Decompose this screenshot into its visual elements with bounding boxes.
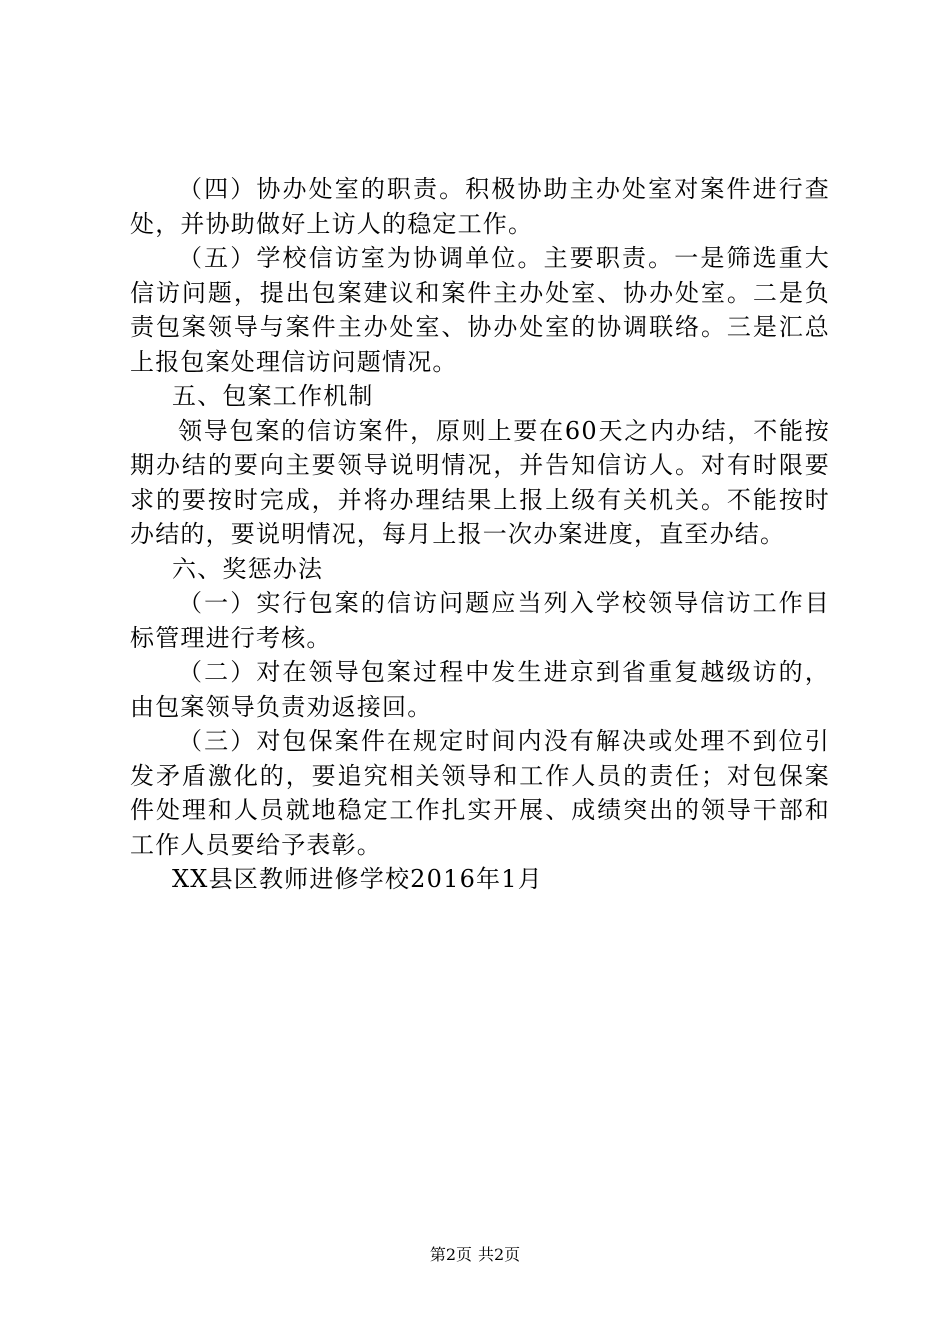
paragraph-section-4: （四）协办处室的职责。积极协助主办处室对案件进行查处，并协助做好上访人的稳定工作。: [130, 175, 830, 238]
paragraph-rule-1: （一）实行包案的信访问题应当列入学校领导信访工作目标管理进行考核。: [130, 589, 830, 652]
document-body: [130, 172, 830, 897]
paragraph-rule-3: （三）对包保案件在规定时间内没有解决或处理不到位引发矛盾激化的，要追究相关领导和工作人员的责任；对包保案件处理和人员就地稳定工作扎实开展、成绩突出的领导干部和工作人员要给予表彰。: [130, 727, 830, 859]
signature-line: XX县区教师进修学校2016年1月: [172, 865, 543, 893]
page-footer: [0, 1244, 950, 1266]
page-total: 共2页: [478, 1245, 521, 1264]
paragraph-section-5: （五）学校信访室为协调单位。主要职责。一是筛选重大信访问题，提出包案建议和案件主办处室、协办处室。二是负责包案领导与案件主办处室、协办处室的协调联络。三是汇总上报包案处理信访问题情况。: [130, 244, 830, 376]
page-number: 第2页: [429, 1245, 472, 1264]
paragraph-rule-2: （二）对在领导包案过程中发生进京到省重复越级访的，由包案领导负责劝返接回。: [130, 658, 830, 721]
heading-rewards-penalties: 六、奖惩办法: [172, 554, 324, 583]
paragraph-work-mechanism: 领导包案的信访案件，原则上要在60天之内办结，不能按期办结的要向主要领导说明情况，并告知信访人。对有时限要求的要按时完成，并将办理结果上报上级有关机关。不能按时办结的，要说明情况，每月上报一次办案进度，直至办结。: [130, 416, 830, 548]
heading-work-mechanism: 五、包案工作机制: [172, 382, 374, 410]
